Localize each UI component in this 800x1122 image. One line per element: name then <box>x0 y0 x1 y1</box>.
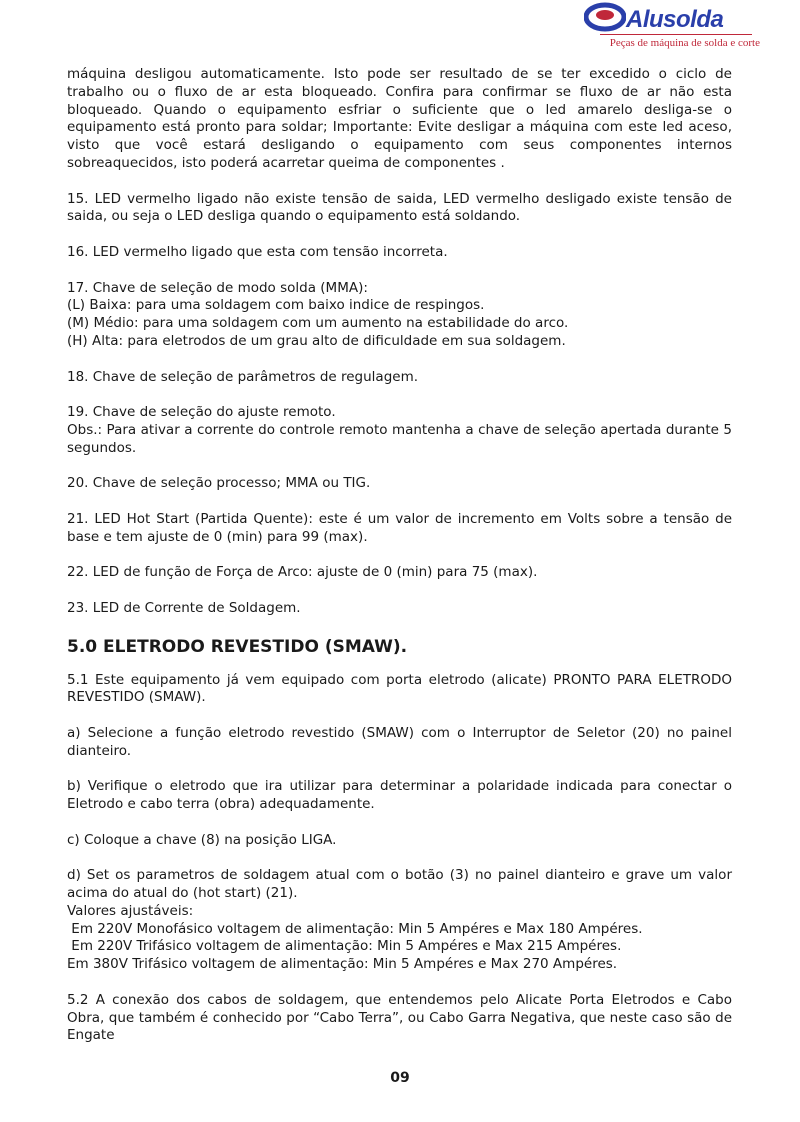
paragraph-intro: máquina desligou automaticamente. Isto pode ser resultado de se ter excedido o ciclo de trabalho ou o fluxo de ar esta bloqueado. Confira para confirmar se fluxo de ar não esta bloqueado. Quando o equipamento esfriar o suficiente que o led amarelo desliga-se o equipamento está pronto para soldar; Importante: Evite desligar a máquina com este led aceso, visto que você estará desligando o equipamento com seus componentes internos sobreaquecidos, isto poderá acarretar queima de componentes . <box>67 66 732 171</box>
item-17-title: 17. Chave de seleção de modo solda (MMA): <box>67 279 368 296</box>
values-title: Valores ajustáveis: <box>67 902 194 919</box>
step-d-text: d) Set os parametros de soldagem atual com o botão (3) no painel dianteiro e grave um valor acima do atual do (hot start) (21). <box>67 867 732 902</box>
value-220v-mono: Em 220V Monofásico voltagem de alimentação: Min 5 Ampéres e Max 180 Ampéres. <box>67 920 643 937</box>
item-17-option-low: (L) Baixa: para uma soldagem com baixo indice de respingos. <box>67 297 485 314</box>
logo-swoosh-icon <box>584 2 626 32</box>
paragraph-item-22: 22. LED de função de Força de Arco: ajuste de 0 (min) para 75 (max). <box>67 564 538 581</box>
section-heading: 5.0 ELETRODO REVESTIDO (SMAW). <box>67 636 408 657</box>
paragraph-item-23: 23. LED de Corrente de Soldagem. <box>67 599 301 616</box>
paragraph-step-b: b) Verifique o eletrodo que ira utilizar para determinar a polaridade indicada para conectar o Eletrodo e cabo terra (obra) adequadamente. <box>67 778 732 813</box>
paragraph-item-21: 21. LED Hot Start (Partida Quente): este é um valor de incremento em Volts sobre a tensão de base e tem ajuste de 0 (min) para 99 (max). <box>67 510 732 545</box>
paragraph-5-2: 5.2 A conexão dos cabos de soldagem, que entendemos pelo Alicate Porta Eletrodos e Cabo Obra, que também é conhecido por “Cabo Terra”, ou Cabo Garra Negativa, que neste caso são de Engate <box>67 991 732 1044</box>
value-220v-tri: Em 220V Trifásico voltagem de alimentação: Min 5 Ampéres e Max 215 Ampéres. <box>67 938 622 955</box>
item-19-title: 19. Chave de seleção do ajuste remoto. <box>67 404 336 421</box>
paragraph-5-1: 5.1 Este equipamento já vem equipado com porta eletrodo (alicate) PRONTO PARA ELETRODO REVESTIDO (SMAW). <box>67 671 732 706</box>
page-number: 09 <box>390 1070 410 1086</box>
paragraph-step-c: c) Coloque a chave (8) na posição LIGA. <box>67 831 337 848</box>
paragraph-item-15: 15. LED vermelho ligado não existe tensão de saida, LED vermelho desligado existe tensão de saida, ou seja o LED desliga quando o equipamento está soldando. <box>67 190 732 225</box>
logo-divider <box>600 34 752 35</box>
value-380v-tri: Em 380V Trifásico voltagem de alimentação: Min 5 Ampéres e Max 270 Ampéres. <box>67 956 618 973</box>
paragraph-step-a: a) Selecione a função eletrodo revestido (SMAW) com o Interruptor de Seletor (20) no painel dianteiro. <box>67 724 732 759</box>
document-body <box>67 66 732 1063</box>
paragraph-item-17 <box>67 280 732 351</box>
paragraph-item-16: 16. LED vermelho ligado que esta com tensão incorreta. <box>67 243 448 260</box>
item-17-option-medium: (M) Médio: para uma soldagem com um aumento na estabilidade do arco. <box>67 315 569 332</box>
brand-name: Alusolda <box>626 6 724 33</box>
item-19-obs: Obs.: Para ativar a corrente do controle remoto mantenha a chave de seleção apertada durante 5 segundos. <box>67 421 732 456</box>
item-17-option-high: (H) Alta: para eletrodos de um grau alto de dificuldade em sua soldagem. <box>67 332 566 349</box>
paragraph-item-19 <box>67 404 732 457</box>
brand-tagline: Peças de máquina de solda e corte <box>609 37 760 49</box>
paragraph-item-18: 18. Chave de seleção de parâmetros de regulagem. <box>67 368 419 385</box>
brand-logo <box>540 2 760 56</box>
paragraph-step-d <box>67 867 732 974</box>
paragraph-item-20: 20. Chave de seleção processo; MMA ou TIG. <box>67 475 371 492</box>
